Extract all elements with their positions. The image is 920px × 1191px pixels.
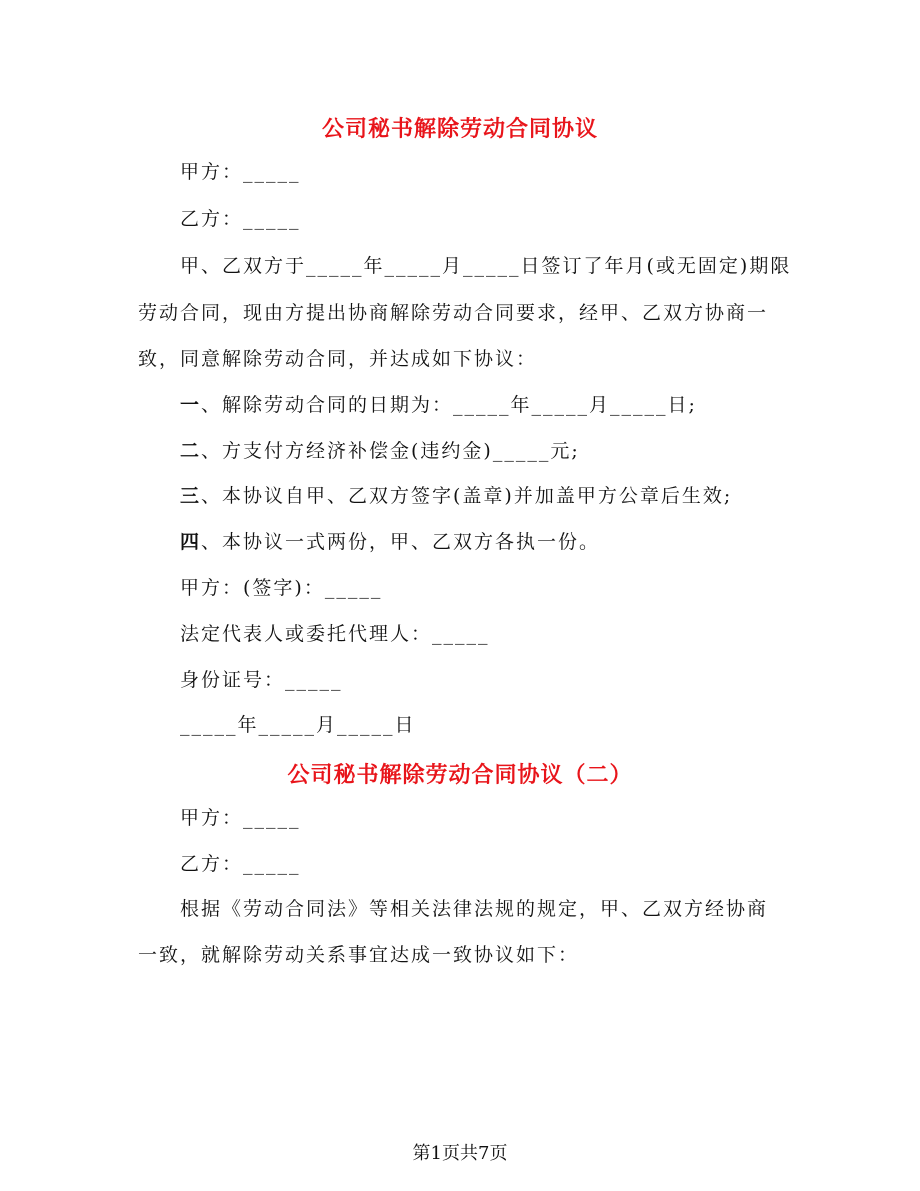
paragraph-line: 根据《劳动合同法》等相关法律法规的规定，甲、乙双方经协商 <box>180 898 769 920</box>
party-b-line: 乙方：_____ <box>180 208 301 230</box>
paragraph-line: 一致，就解除劳动关系事宜达成一致协议如下： <box>138 944 580 966</box>
paragraph-line: 甲、乙双方于_____年_____月_____日签订了年月(或无固定)期限 <box>180 255 792 277</box>
clause-text: 、本协议一式两份，甲、乙双方各执一份。 <box>201 531 601 553</box>
paragraph-line: 劳动合同，现由方提出协商解除劳动合同要求，经甲、乙双方协商一 <box>138 302 769 324</box>
party-b-line: 乙方：_____ <box>180 853 301 875</box>
clause-number: 三 <box>180 485 202 507</box>
clause-4 <box>180 530 840 554</box>
clause-number: 四 <box>180 531 202 553</box>
clause-number: 二 <box>180 440 202 462</box>
page-footer: 第1页共7页 <box>412 1143 508 1164</box>
clause-text: 、本协议自甲、乙双方签字(盖章)并加盖甲方公章后生效; <box>201 485 733 507</box>
clause-3 <box>180 484 840 508</box>
representative-line: 法定代表人或委托代理人：_____ <box>180 623 490 645</box>
party-a-line: 甲方：_____ <box>180 807 301 829</box>
paragraph-line: 致，同意解除劳动合同，并达成如下协议： <box>138 348 538 370</box>
party-a-line: 甲方：_____ <box>180 161 301 183</box>
clause-1 <box>180 393 840 417</box>
id-number-line: 身份证号：_____ <box>180 669 343 691</box>
clause-number: 一 <box>180 394 202 416</box>
doc-title-2: 公司秘书解除劳动合同协议（二） <box>287 763 633 788</box>
doc-title-1: 公司秘书解除劳动合同协议 <box>321 117 598 142</box>
clause-text: 、方支付方经济补偿金(违约金)_____元; <box>201 440 580 462</box>
clause-text: 、解除劳动合同的日期为：_____年_____月_____日; <box>201 394 697 416</box>
date-line: _____年_____月_____日 <box>180 714 416 736</box>
clause-2 <box>180 439 840 463</box>
signature-a-line: 甲方：(签字)：_____ <box>180 577 383 599</box>
